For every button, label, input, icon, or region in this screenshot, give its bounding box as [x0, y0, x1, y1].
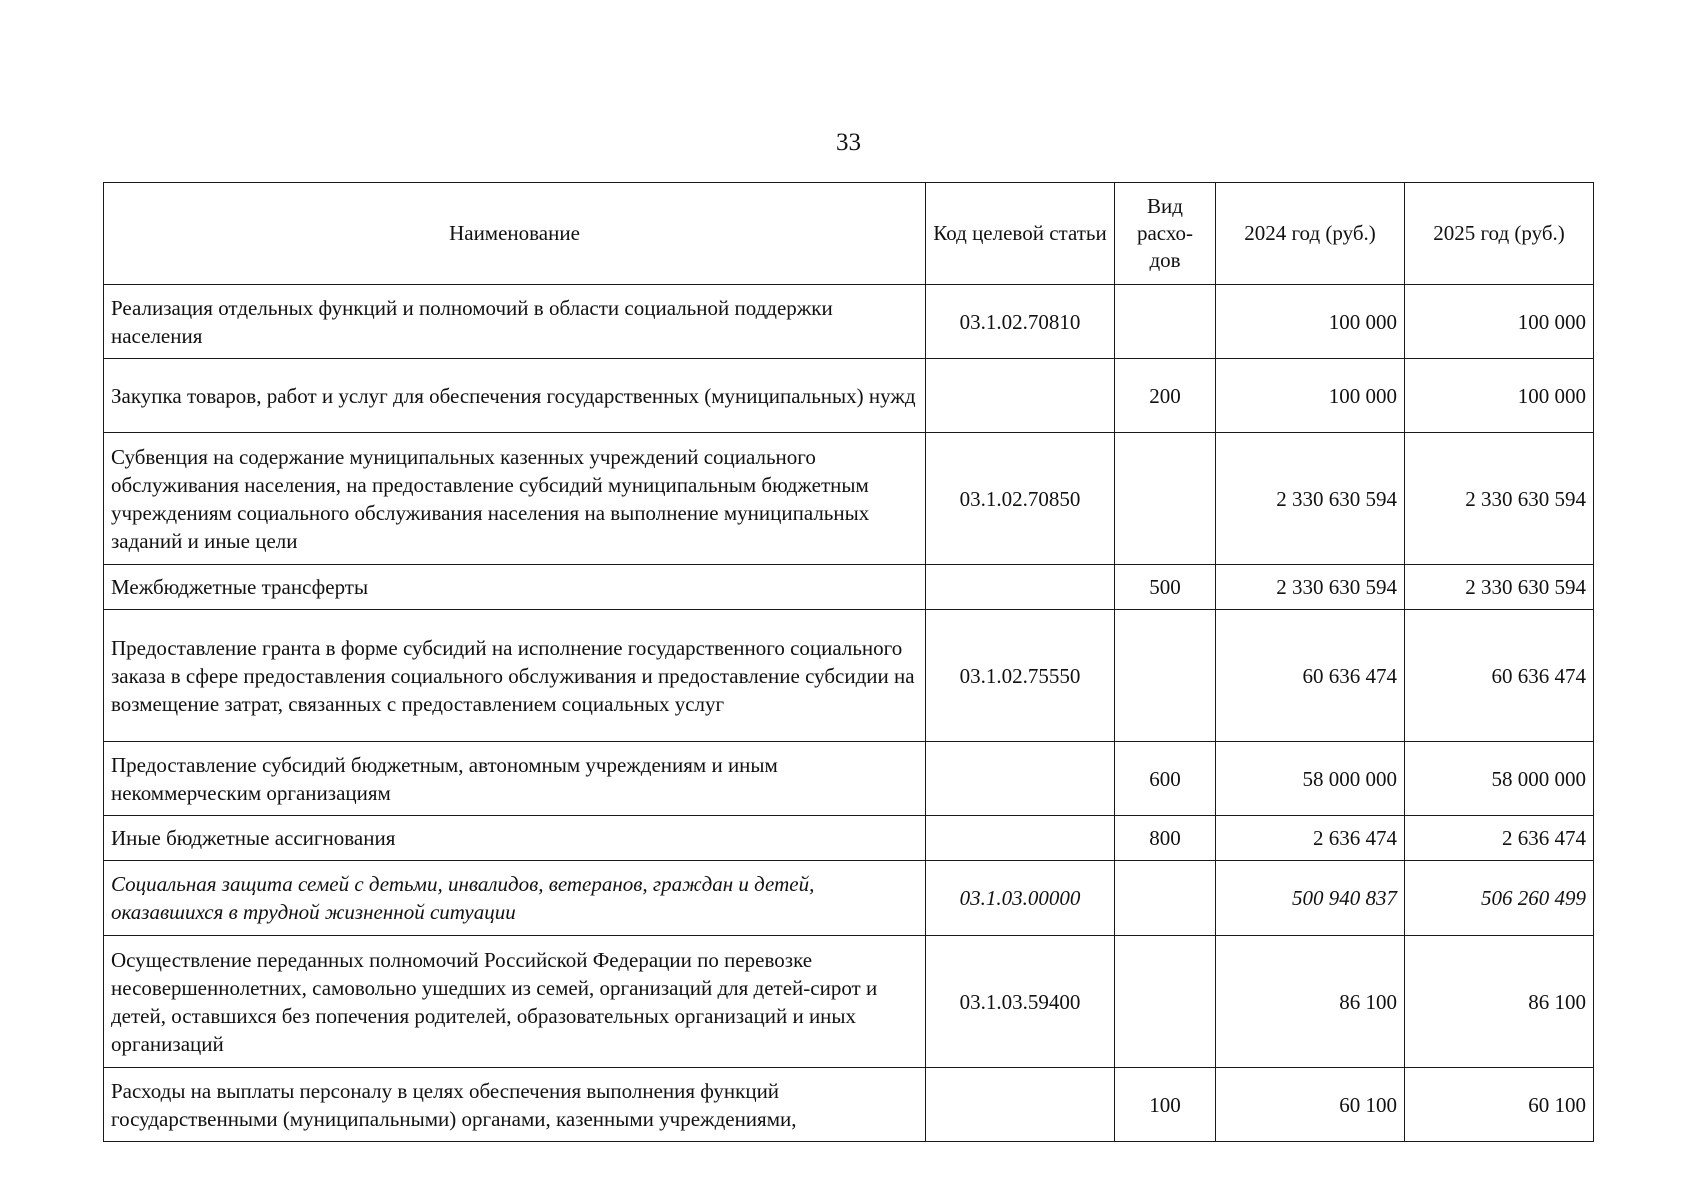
row-code: 03.1.02.70810	[926, 285, 1115, 359]
row-name: Социальная защита семей с детьми, инвалидов, ветеранов, граждан и детей, оказавшихся в трудной жизненной ситуации	[104, 861, 926, 936]
row-name: Осуществление переданных полномочий Российской Федерации по перевозке несовершеннолетних, самовольно ушедших из семей, организаций для детей-сирот и детей, оставшихся без попечения родителей, образовательных организаций и иных организаций	[104, 936, 926, 1068]
row-2024: 2 330 630 594	[1216, 433, 1405, 565]
table-header-row	[104, 183, 1594, 285]
row-2024: 60 636 474	[1216, 610, 1405, 742]
row-type: 500	[1115, 565, 1216, 610]
table-row	[104, 433, 1594, 565]
table-row	[104, 359, 1594, 433]
row-name: Предоставление гранта в форме субсидий на исполнение государственного социального заказа в сфере предоставления социального обслуживания и предоставление субсидии на возмещение затрат, связанных с предоставлением социальных услуг	[104, 610, 926, 742]
row-code: 03.1.03.00000	[926, 861, 1115, 936]
row-type: 200	[1115, 359, 1216, 433]
header-code: Код целевой статьи	[926, 183, 1115, 285]
row-2024: 2 636 474	[1216, 816, 1405, 861]
header-2025: 2025 год (руб.)	[1405, 183, 1594, 285]
row-name: Иные бюджетные ассигнования	[104, 816, 926, 861]
row-2025: 2 636 474	[1405, 816, 1594, 861]
table-row	[104, 610, 1594, 742]
row-2024: 500 940 837	[1216, 861, 1405, 936]
table-row	[104, 742, 1594, 816]
row-2025: 100 000	[1405, 285, 1594, 359]
row-2025: 2 330 630 594	[1405, 433, 1594, 565]
header-type: Вид расхо-дов	[1115, 183, 1216, 285]
row-type	[1115, 285, 1216, 359]
row-code	[926, 1068, 1115, 1142]
row-code	[926, 816, 1115, 861]
row-2025: 58 000 000	[1405, 742, 1594, 816]
header-2024: 2024 год (руб.)	[1216, 183, 1405, 285]
row-name: Реализация отдельных функций и полномочий в области социальной поддержки населения	[104, 285, 926, 359]
header-name: Наименование	[104, 183, 926, 285]
row-2024: 86 100	[1216, 936, 1405, 1068]
budget-table	[103, 182, 1594, 1142]
table-row	[104, 285, 1594, 359]
row-2025: 506 260 499	[1405, 861, 1594, 936]
row-2024: 100 000	[1216, 359, 1405, 433]
row-type: 800	[1115, 816, 1216, 861]
row-code: 03.1.02.70850	[926, 433, 1115, 565]
row-code: 03.1.03.59400	[926, 936, 1115, 1068]
row-name: Закупка товаров, работ и услуг для обеспечения государственных (муниципальных) нужд	[104, 359, 926, 433]
row-type: 100	[1115, 1068, 1216, 1142]
page-number: 33	[836, 129, 861, 156]
table-row	[104, 936, 1594, 1068]
row-code	[926, 742, 1115, 816]
row-2024: 100 000	[1216, 285, 1405, 359]
row-2025: 100 000	[1405, 359, 1594, 433]
table-row	[104, 1068, 1594, 1142]
row-type	[1115, 433, 1216, 565]
row-2025: 86 100	[1405, 936, 1594, 1068]
row-type	[1115, 936, 1216, 1068]
row-2025: 60 100	[1405, 1068, 1594, 1142]
row-name: Расходы на выплаты персоналу в целях обеспечения выполнения функций государственными (муниципальными) органами, казенными учреждениями,	[104, 1068, 926, 1142]
row-code	[926, 565, 1115, 610]
row-name: Межбюджетные трансферты	[104, 565, 926, 610]
row-2025: 60 636 474	[1405, 610, 1594, 742]
row-2024: 2 330 630 594	[1216, 565, 1405, 610]
row-type	[1115, 861, 1216, 936]
row-name: Предоставление субсидий бюджетным, автономным учреждениям и иным некоммерческим организациям	[104, 742, 926, 816]
row-code: 03.1.02.75550	[926, 610, 1115, 742]
table-row	[104, 565, 1594, 610]
row-name: Субвенция на содержание муниципальных казенных учреждений социального обслуживания населения, на предоставление субсидий муниципальным бюджетным учреждениям социального обслуживания населения на выполнение муниципальных заданий и иные цели	[104, 433, 926, 565]
row-type: 600	[1115, 742, 1216, 816]
row-2024: 60 100	[1216, 1068, 1405, 1142]
row-2024: 58 000 000	[1216, 742, 1405, 816]
row-type	[1115, 610, 1216, 742]
table-row	[104, 861, 1594, 936]
row-code	[926, 359, 1115, 433]
table-row	[104, 816, 1594, 861]
row-2025: 2 330 630 594	[1405, 565, 1594, 610]
